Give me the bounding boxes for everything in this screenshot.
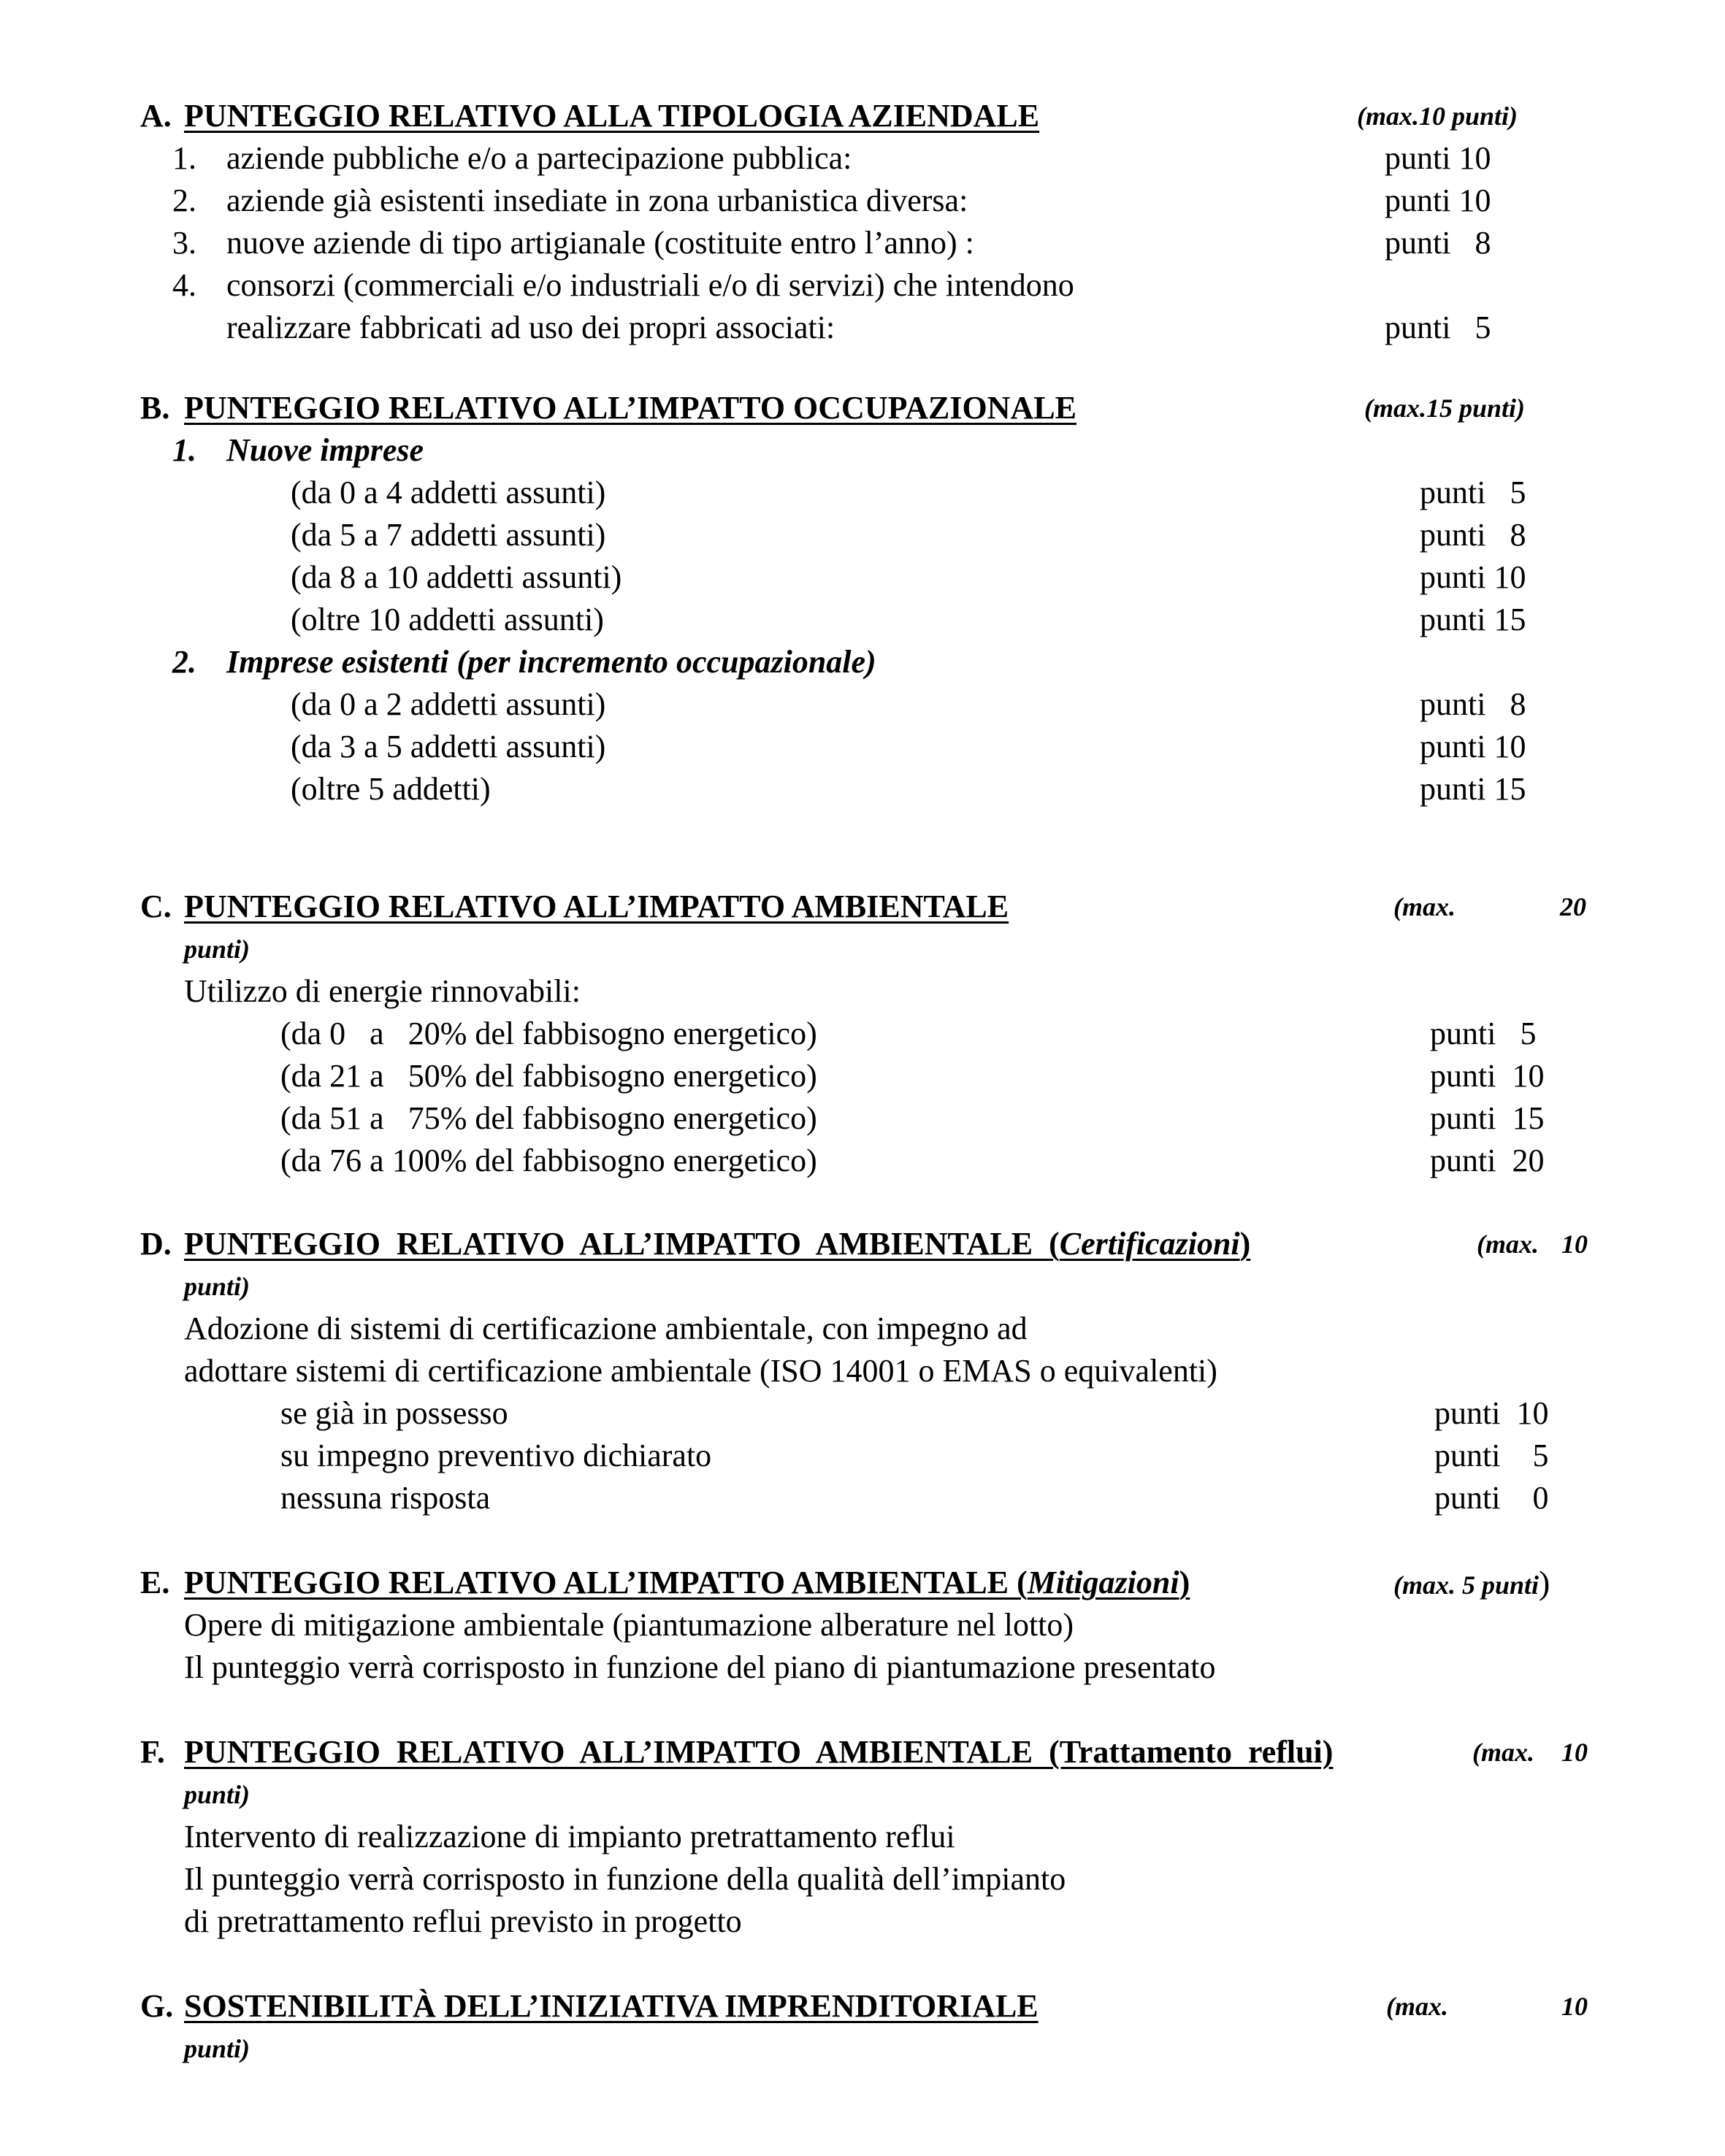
max-points: (max.10 punti) <box>1357 101 1518 131</box>
section-title: PUNTEGGIO RELATIVO ALL’IMPATTO AMBIENTALE (Trattamento reflui) <box>184 1734 1334 1770</box>
range-points: punti 10 <box>1420 729 1526 764</box>
section-title <box>184 1223 1250 1265</box>
max-points-close: punti) <box>184 1780 250 1809</box>
group-label: Imprese esistenti (per incremento occupazionale) <box>226 644 876 680</box>
option-points: punti 0 <box>1434 1480 1549 1516</box>
range-points: punti 15 <box>1420 602 1526 637</box>
option-points: punti 10 <box>1434 1395 1549 1431</box>
max-points-close: punti) <box>184 1272 250 1301</box>
section-letter: B. <box>140 390 170 426</box>
item-text: aziende pubbliche e/o a partecipazione pubblica: <box>226 140 852 176</box>
range-text: (oltre 10 addetti assunti) <box>291 602 604 637</box>
item-text: nuove aziende di tipo artigianale (costituite entro l’anno) : <box>226 225 974 261</box>
max-points-value: 10 <box>1561 1992 1588 2021</box>
item-number: 1. <box>172 140 196 176</box>
section-letter: G. <box>140 1988 174 2024</box>
section-text-line: di pretrattamento reflui previsto in progetto <box>184 1903 742 1939</box>
section-intro: Utilizzo di energie rinnovabili: <box>184 973 581 1009</box>
section-letter: D. <box>140 1226 172 1262</box>
item-points: punti 5 <box>1385 310 1491 345</box>
range-text: (da 8 a 10 addetti assunti) <box>291 559 622 595</box>
max-points-open: (max. <box>1472 1738 1534 1767</box>
range-points: punti 5 <box>1420 475 1526 510</box>
range-text: (da 3 a 5 addetti assunti) <box>291 729 606 764</box>
range-text: (da 0 a 20% del fabbisogno energetico) <box>280 1016 817 1051</box>
range-points: punti 8 <box>1420 686 1526 722</box>
range-points: punti 10 <box>1430 1058 1545 1094</box>
section-title-text: PUNTEGGIO RELATIVO ALL’IMPATTO AMBIENTALE ( <box>184 1226 1060 1262</box>
max-points-value: 20 <box>1560 892 1586 921</box>
section-text-line: Opere di mitigazione ambientale (piantumazione alberature nel lotto) <box>184 1607 1074 1643</box>
section-title-end: ) <box>1239 1226 1251 1262</box>
section-text-line: Adozione di sistemi di certificazione ambientale, con impegno ad <box>184 1311 1028 1346</box>
range-points: punti 15 <box>1420 771 1526 807</box>
group-number: 1. <box>172 432 196 468</box>
section-text-line: Intervento di realizzazione di impianto pretrattamento reflui <box>184 1819 955 1854</box>
section-title: SOSTENIBILITÀ DELL’INIZIATIVA IMPRENDITORIALE <box>184 1988 1039 2024</box>
range-points: punti 5 <box>1430 1016 1537 1051</box>
max-points-open: (max. <box>1477 1229 1539 1259</box>
item-text-continued: realizzare fabbricati ad uso dei propri associati: <box>226 310 835 345</box>
section-title: PUNTEGGIO RELATIVO ALLA TIPOLOGIA AZIENDALE <box>184 98 1040 134</box>
section-text-line: adottare sistemi di certificazione ambientale (ISO 14001 o EMAS o equivalenti) <box>184 1353 1217 1389</box>
range-text: (da 0 a 4 addetti assunti) <box>291 475 606 510</box>
section-title-italic: Certificazioni <box>1059 1226 1240 1262</box>
max-points: (max.15 punti) <box>1364 394 1526 423</box>
section-letter: A. <box>140 98 172 134</box>
max-points-value: 5 punti <box>1462 1570 1540 1600</box>
range-text: (oltre 5 addetti) <box>291 771 491 807</box>
max-points-close: punti) <box>184 935 250 964</box>
item-text: consorzi (commerciali e/o industriali e/o di servizi) che intendono <box>226 267 1074 303</box>
item-number: 3. <box>172 225 196 261</box>
range-text: (da 21 a 50% del fabbisogno energetico) <box>280 1058 817 1094</box>
max-points-value: 10 <box>1561 1738 1588 1767</box>
range-points: punti 15 <box>1430 1100 1545 1136</box>
section-title-end: ) <box>1179 1565 1190 1600</box>
group-label: Nuove imprese <box>226 432 424 468</box>
option-text: su impegno preventivo dichiarato <box>280 1438 712 1473</box>
item-number: 2. <box>172 183 196 218</box>
range-points: punti 10 <box>1420 559 1526 595</box>
group-number: 2. <box>172 644 196 680</box>
section-letter: F. <box>140 1734 165 1770</box>
section-title <box>184 1562 1190 1604</box>
section-letter: C. <box>140 889 172 924</box>
section-letter: E. <box>140 1565 170 1600</box>
max-points-value: 10 <box>1561 1229 1588 1259</box>
range-text: (da 0 a 2 addetti assunti) <box>291 686 606 722</box>
option-text: nessuna risposta <box>280 1480 491 1516</box>
item-points: punti 10 <box>1385 140 1491 176</box>
section-title: PUNTEGGIO RELATIVO ALL’IMPATTO OCCUPAZIONALE <box>184 390 1076 426</box>
section-text-line: Il punteggio verrà corrisposto in funzione del piano di piantumazione presentato <box>184 1649 1216 1685</box>
item-text: aziende già esistenti insediate in zona urbanistica diversa: <box>226 183 968 218</box>
max-points-open: (max. <box>1386 1992 1448 2021</box>
item-points: punti 10 <box>1385 183 1491 218</box>
range-text: (da 76 a 100% del fabbisogno energetico) <box>280 1143 817 1178</box>
option-points: punti 5 <box>1434 1438 1549 1473</box>
range-text: (da 51 a 75% del fabbisogno energetico) <box>280 1100 817 1136</box>
max-points-close: punti) <box>184 2034 250 2063</box>
range-text: (da 5 a 7 addetti assunti) <box>291 517 606 553</box>
max-points-open: (max. <box>1393 1570 1456 1600</box>
item-points: punti 8 <box>1385 225 1491 261</box>
item-number: 4. <box>172 267 196 303</box>
section-text-line: Il punteggio verrà corrisposto in funzione della qualità dell’impianto <box>184 1861 1066 1897</box>
range-points: punti 20 <box>1430 1143 1545 1178</box>
max-points <box>1393 1562 1550 1606</box>
option-text: se già in possesso <box>280 1395 508 1431</box>
max-points-paren: ) <box>1539 1564 1550 1601</box>
section-title-text: PUNTEGGIO RELATIVO ALL’IMPATTO AMBIENTALE ( <box>184 1565 1028 1600</box>
max-points-open: (max. <box>1393 892 1456 921</box>
range-points: punti 8 <box>1420 517 1526 553</box>
section-title: PUNTEGGIO RELATIVO ALL’IMPATTO AMBIENTALE <box>184 889 1009 924</box>
section-title-italic: Mitigazioni <box>1027 1565 1179 1600</box>
